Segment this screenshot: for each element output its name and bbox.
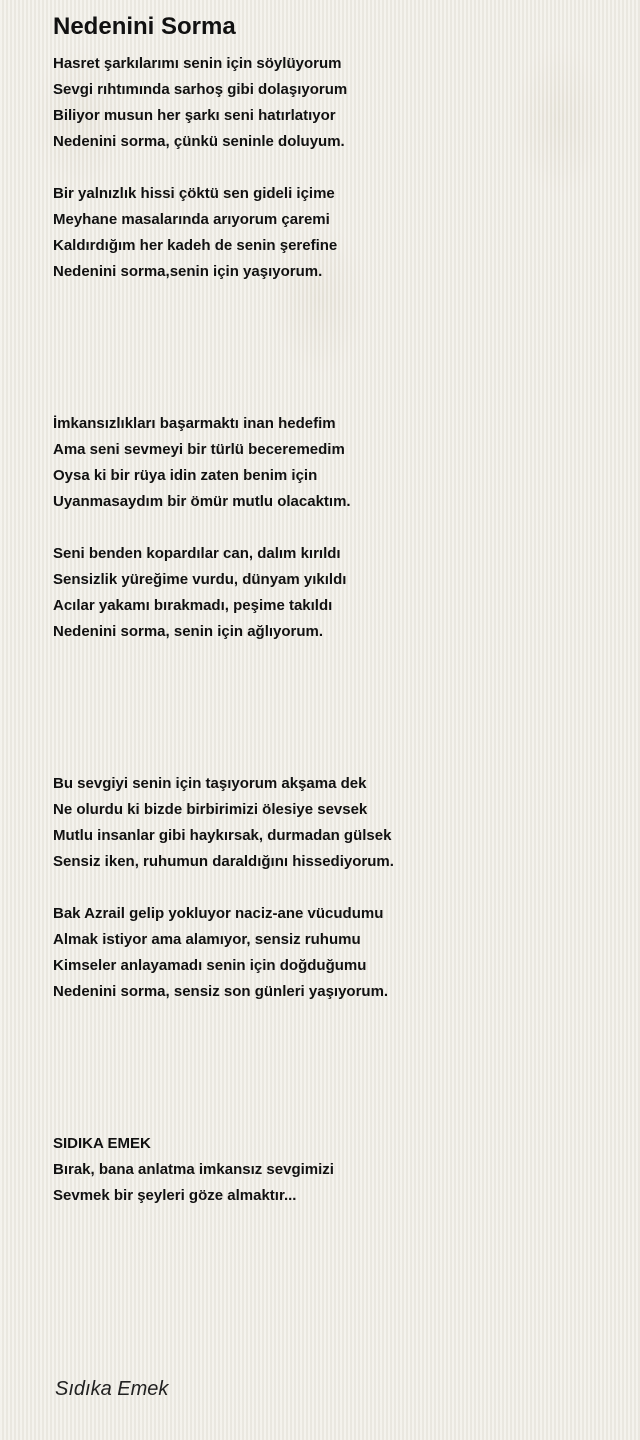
poem-line: Sevgi rıhtımında sarhoş gibi dolaşıyorum <box>53 81 348 98</box>
poem-line: Uyanmasaydım bir ömür mutlu olacaktım. <box>53 493 351 510</box>
stanza-4 <box>53 541 346 645</box>
poem-line: Meyhane masalarında arıyorum çaremi <box>53 211 330 228</box>
poem-line: Seni benden kopardılar can, dalım kırıldı <box>53 545 341 562</box>
poem-line: Biliyor musun her şarkı seni hatırlatıyor <box>53 107 336 124</box>
closing-author-heading: SIDIKA EMEK <box>53 1135 151 1152</box>
poem-line: Kaldırdığım her kadeh de senin şerefine <box>53 237 338 254</box>
stanza-2 <box>53 181 337 285</box>
poem-line: İmkansızlıkları başarmaktı inan hedefim <box>53 415 336 432</box>
poem-title: Nedenini Sorma <box>53 13 236 40</box>
poem-line: Nedenini sorma, senin için ağlıyorum. <box>53 623 324 640</box>
poem-line: Sevmek bir şeyleri göze almaktır... <box>53 1187 297 1204</box>
stanza-1 <box>53 51 347 155</box>
poem-line: Mutlu insanlar gibi haykırsak, durmadan gülsek <box>53 827 392 844</box>
poem-line: Ne olurdu ki bizde birbirimizi ölesiye sevsek <box>53 801 368 818</box>
poem-line: Sensizlik yüreğime vurdu, dünyam yıkıldı <box>53 571 347 588</box>
poem-line: Sensiz iken, ruhumun daraldığını hissediyorum. <box>53 853 394 870</box>
poem-line: Nedenini sorma, çünkü seninle doluyum. <box>53 133 345 150</box>
stanza-3 <box>53 411 351 515</box>
poem-line: Acılar yakamı bırakmadı, peşime takıldı <box>53 597 333 614</box>
poem-line: Kimseler anlayamadı senin için doğduğumu <box>53 957 367 974</box>
poem-line: Ama seni sevmeyi bir türlü beceremedim <box>53 441 345 458</box>
poem-line: Bu sevgiyi senin için taşıyorum akşama dek <box>53 775 367 792</box>
poem-line: Bak Azrail gelip yokluyor naciz-ane vücudumu <box>53 905 384 922</box>
poem-line: Bırak, bana anlatma imkansız sevgimizi <box>53 1161 334 1178</box>
poem-line: Nedenini sorma,senin için yaşıyorum. <box>53 263 323 280</box>
poem-line: Almak istiyor ama alamıyor, sensiz ruhumu <box>53 931 361 948</box>
poem-line: Oysa ki bir rüya idin zaten benim için <box>53 467 318 484</box>
author-signature: Sıdıka Emek <box>55 1378 169 1400</box>
stanza-5 <box>53 771 394 875</box>
poem-line: Bir yalnızlık hissi çöktü sen gideli içime <box>53 185 335 202</box>
stanza-6 <box>53 901 388 1005</box>
closing-stanza <box>53 1131 334 1209</box>
poem-line: Hasret şarkılarımı senin için söylüyorum <box>53 55 342 72</box>
poem-line: Nedenini sorma, sensiz son günleri yaşıyorum. <box>53 983 389 1000</box>
